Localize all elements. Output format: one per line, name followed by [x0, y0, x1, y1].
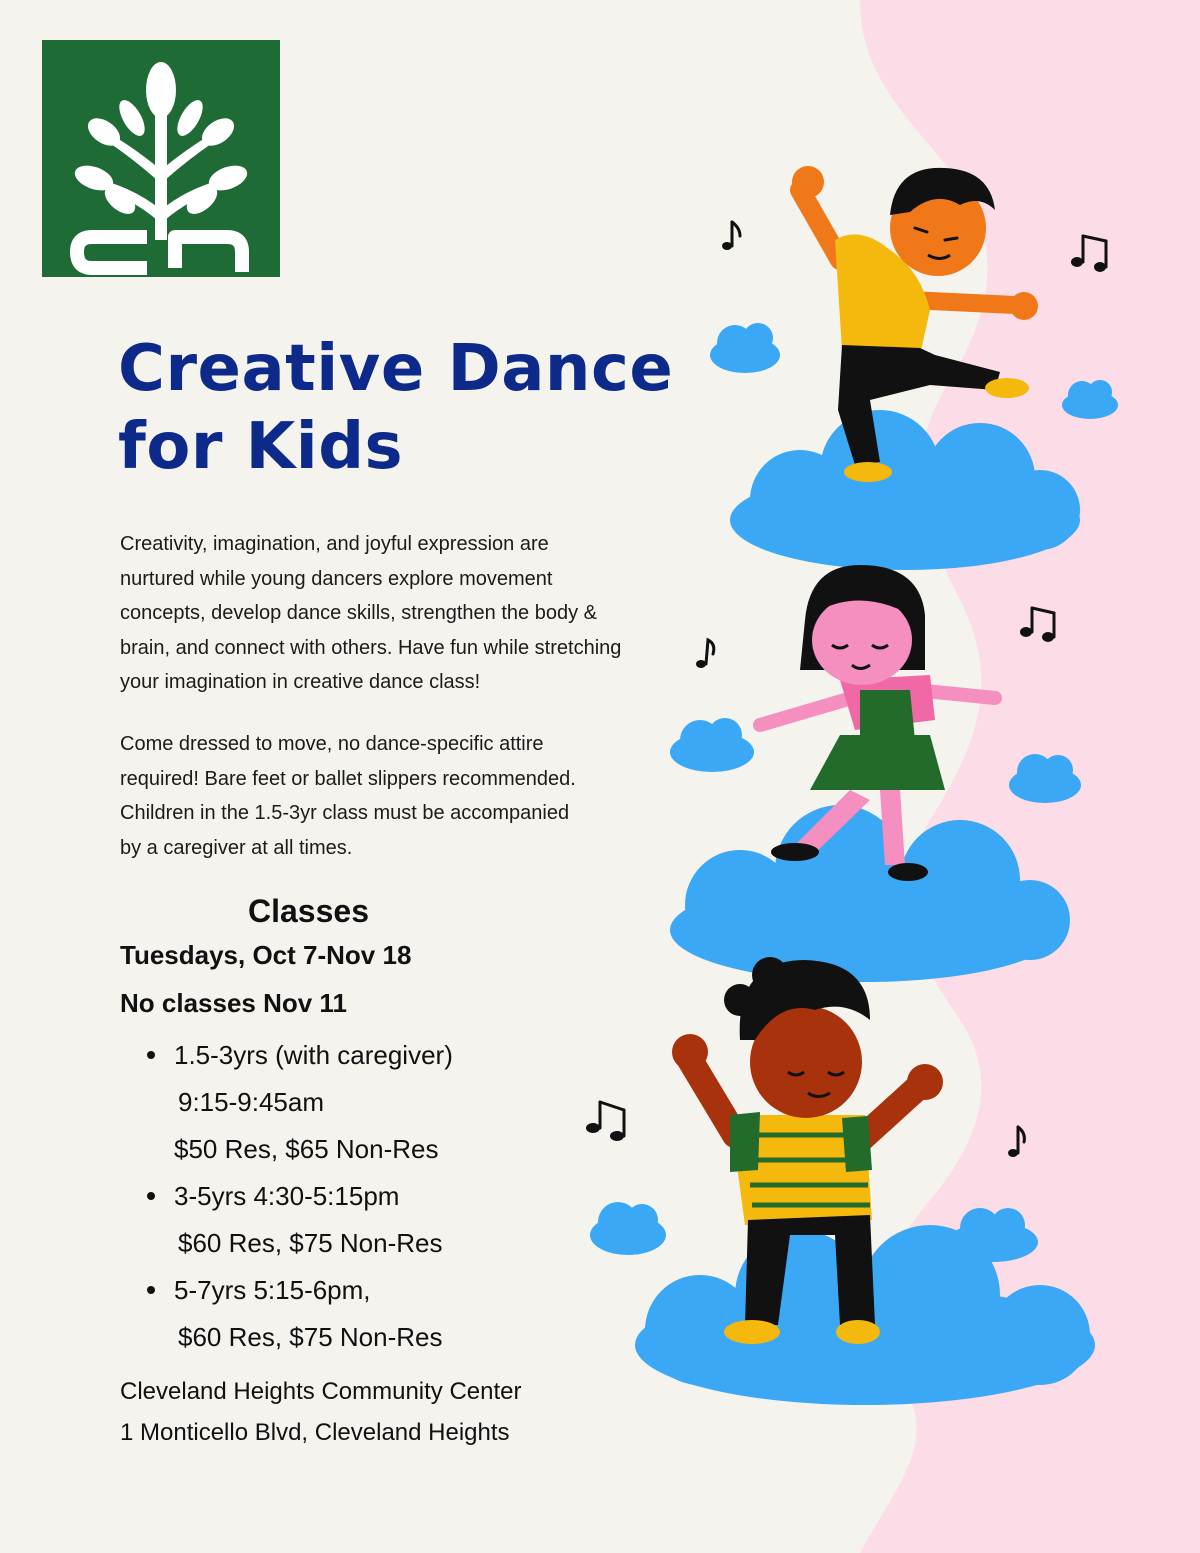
attire-line: Children in the 1.5-3yr class must be accompanied — [120, 802, 570, 825]
class-age-time: 1.5-3yrs (with caregiver) — [174, 1040, 453, 1070]
intro-line: Creativity, imagination, and joyful expression are — [120, 533, 549, 555]
class-price: $60 Res, $75 Non-Res — [178, 1322, 443, 1352]
tree-logo-icon — [42, 40, 280, 277]
class-price: $50 Res, $65 Non-Res — [174, 1134, 439, 1164]
class-price: $60 Res, $75 Non-Res — [178, 1228, 443, 1258]
class-age-time: 5-7yrs 5:15-6pm, — [174, 1275, 371, 1305]
class-list — [120, 1032, 560, 1361]
title-line-2: for Kids — [118, 410, 404, 485]
attire-paragraph — [120, 727, 710, 865]
class-dates: Tuesdays, Oct 7-Nov 18 — [120, 940, 412, 970]
list-item — [120, 1032, 560, 1173]
no-class-date: No classes Nov 11 — [120, 988, 347, 1018]
attire-line: by a caregiver at all times. — [120, 836, 353, 859]
class-time: 9:15-9:45am — [178, 1087, 324, 1117]
intro-line: concepts, develop dance skills, strengthen the body & — [120, 602, 597, 625]
list-item — [120, 1173, 560, 1267]
title-line-1: Creative Dance — [118, 332, 674, 406]
intro-line: your imagination in creative dance class! — [120, 671, 481, 694]
intro-line: brain, and connect with others. Have fun while stretching — [120, 636, 622, 659]
cloud-small-5 — [590, 1202, 666, 1255]
venue-address: 1 Monticello Blvd, Cleveland Heights — [120, 1419, 510, 1446]
venue-info — [120, 1371, 522, 1453]
class-age-time: 3-5yrs 4:30-5:15pm — [174, 1181, 400, 1211]
attire-line: required! Bare feet or ballet slippers recommended. — [120, 767, 576, 790]
list-item — [120, 1267, 560, 1361]
classes-heading: Classes — [248, 893, 369, 929]
organization-logo — [42, 40, 280, 277]
venue-name: Cleveland Heights Community Center — [120, 1378, 522, 1405]
music-note-icon — [586, 1102, 624, 1141]
music-note-icon — [722, 222, 740, 250]
page-title — [118, 330, 738, 486]
intro-paragraph — [120, 527, 710, 700]
intro-line: nurtured while young dancers explore movement — [120, 567, 553, 590]
attire-line: Come dressed to move, no dance-specific attire — [120, 733, 544, 755]
